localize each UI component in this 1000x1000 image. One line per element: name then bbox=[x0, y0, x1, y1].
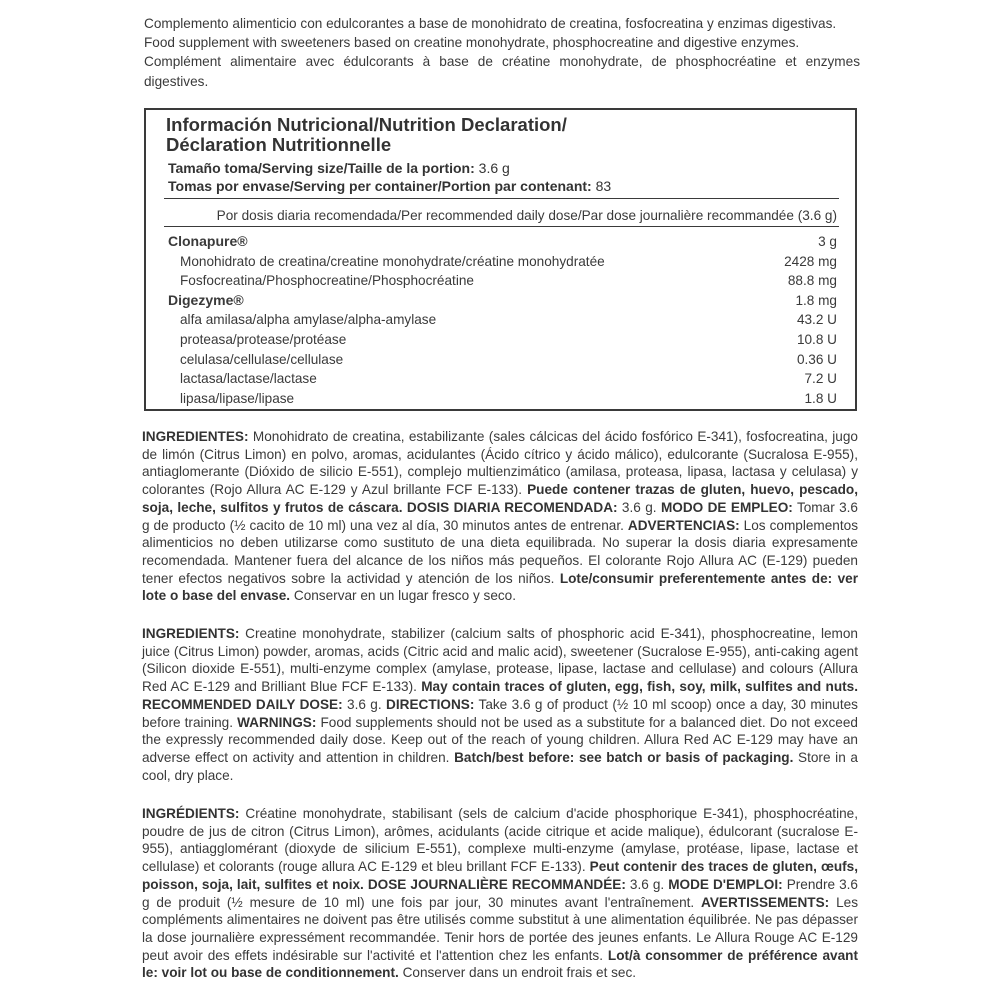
nutrition-title bbox=[166, 115, 766, 154]
batch-info: Batch/best before: see batch or basis of packaging. bbox=[454, 749, 794, 765]
description-es: Complemento alimenticio con edulcorantes a base de monohidrato de creatina, fosfocreatina y enzimas digestivas. bbox=[144, 16, 837, 31]
daily-dose-text: 3.6 g. bbox=[625, 876, 669, 892]
ingredients-text: Créatine monohydrate, stabilisant (sels de calcium d'acide phosphorique E-341), phosphocréatine, poudre de jus de citron (Citrus Limon), arômes, acidulants (acide citrique et acide malique), édulcorant (sucralose E-955), antiagglomérant (dioxyde de silicium E-551), complexe multi-enzyme (amylase, protéase, lipase, lactase et cellulase) et colorants (rouge allura AC E-129 et bleu brillant FCF E-133). bbox=[142, 806, 858, 875]
nutrient-value: 2428 mg bbox=[784, 253, 837, 269]
nutrient-value: 1.8 U bbox=[804, 390, 837, 406]
nutrition-row bbox=[168, 252, 837, 272]
divider bbox=[164, 198, 839, 199]
description-fr: Complément alimentaire avec édulcorants à base de créatine monohydrate, de phosphocréatine et enzymes digestives. bbox=[144, 54, 860, 89]
warnings-text: Los complementos alimenticios no deben utilizarse como sustituto de una dieta equilibrada. No superar la dosis diaria expresamente recomendada. Mantener fuera del alcance de los niños más pequeños. El colorante Rojo Allura AC (E-129) pueden tener efectos negativos sobre la actividad y atención de los niños. bbox=[142, 517, 858, 586]
nutrition-row bbox=[168, 389, 837, 409]
warnings-heading: WARNINGS: bbox=[237, 714, 317, 730]
directions-heading: MODE D'EMPLOI: bbox=[668, 876, 783, 892]
nutrient-label: Fosfocreatina/Phosphocreatine/Phosphocréatine bbox=[180, 273, 474, 289]
nutrition-row bbox=[168, 271, 837, 291]
ingredients-en bbox=[142, 625, 858, 784]
nutrient-value: 88.8 mg bbox=[787, 273, 837, 289]
nutrient-value: 43.2 U bbox=[796, 312, 837, 328]
nutrition-row bbox=[168, 232, 837, 252]
serving-size-value: 3.6 g bbox=[478, 160, 510, 176]
nutrition-row bbox=[168, 350, 837, 370]
batch-info: Lote/consumir preferentemente antes de: ver lote o base del envase. bbox=[142, 570, 858, 604]
nutrient-value: 1.8 mg bbox=[795, 292, 837, 308]
description-en: Food supplement with sweeteners based on creatine monohydrate, phosphocreatine and digestive enzymes. bbox=[144, 35, 800, 51]
warnings-text: Food supplements should not be used as a substitute for a balanced diet. Do not exceed the expressly recommended daily dose. Keep out of the reach of young children. Allura Red AC E-129 may have an adverse effect on activity and attention in children. bbox=[142, 714, 858, 765]
batch-info: Lot/à consommer de préférence avant le: voir lot ou base de conditionnement. bbox=[142, 947, 858, 981]
nutrition-row bbox=[168, 291, 837, 311]
ingredients-heading: INGREDIENTES: bbox=[142, 429, 249, 444]
servings-label: Tomas por envase/Serving per container/Portion par contenant: bbox=[168, 178, 596, 194]
warnings-heading: AVERTISSEMENTS: bbox=[701, 894, 830, 910]
warnings-heading: ADVERTENCIAS: bbox=[627, 517, 740, 533]
daily-dose-text: 3.6 g. bbox=[342, 696, 387, 712]
nutrient-label: Digezyme® bbox=[168, 291, 244, 308]
nutrient-label: proteasa/protease/protéase bbox=[180, 332, 347, 347]
nutrition-row bbox=[168, 369, 837, 389]
ingredients-fr bbox=[142, 805, 858, 982]
nutrient-label: lactasa/lactase/lactase bbox=[180, 371, 317, 387]
servings-per-container bbox=[168, 177, 828, 195]
serving-size bbox=[168, 159, 828, 177]
ingredients-text: Monohidrato de creatina, estabilizante (sales cálcicas del ácido fosfórico E-341), fosfocreatina, jugo de limón (Citrus Limon) en polvo, aromas, acidulantes (Ácido cítrico y ácido málico), edulcorante (Sucralosa E-955), antiaglomerante (Dióxido de silicio E-551), complejo multienzimático (amilasa, proteasa, lipasa, lactasa y celulasa) y colorantes (Rojo Allura AC E-129 y Azul brillante FCF E-133). bbox=[142, 429, 858, 498]
allergen-warning: May contain traces of gluten, egg, fish, soy, milk, sulfites and nuts. RECOMMENDED DAILY DOSE: bbox=[142, 679, 858, 712]
directions-text: Tomar 3.6 g de producto (½ cacito de 10 ml) una vez al día, 30 minutos antes de entrenar. bbox=[142, 499, 858, 533]
nutrient-label: Monohidrato de creatina/creatine monohydrate/créatine monohydratée bbox=[180, 253, 605, 269]
servings-value: 83 bbox=[595, 178, 612, 194]
storage-text: Store in a cool, dry place. bbox=[142, 749, 858, 783]
divider bbox=[164, 226, 839, 227]
allergen-warning: Peut contenir des traces de gluten, œufs, poisson, soja, lait, sulfites et noix. DOSE JOURNALIÈRE RECOMMANDÉE: bbox=[142, 859, 859, 892]
nutrition-row bbox=[168, 330, 837, 350]
allergen-warning: Puede contener trazas de gluten, huevo, pescado, soja, leche, sulfitos y frutos de cáscara. DOSIS DIARIA RECOMENDADA: bbox=[142, 482, 858, 515]
directions-heading: DIRECTIONS: bbox=[386, 696, 475, 712]
nutrition-title-line2: Déclaration Nutritionnelle bbox=[166, 133, 392, 155]
nutrition-row bbox=[168, 310, 837, 330]
storage-text: Conservar en un lugar fresco y seco. bbox=[290, 588, 517, 604]
storage-text: Conserver dans un endroit frais et sec. bbox=[398, 965, 637, 981]
directions-text: Take 3.6 g of product (½ 10 ml scoop) once a day, 30 minutes before training. bbox=[142, 696, 858, 730]
nutrient-value: 10.8 U bbox=[796, 332, 837, 347]
nutrition-table bbox=[144, 108, 857, 411]
nutrient-value: 7.2 U bbox=[804, 371, 837, 387]
warnings-text: Les compléments alimentaires ne doivent pas être utilisés comme substitut à une alimentation équilibrée. Ne pas dépasser la dose journalière expressément recommandée. Tenir hors de portée des jeunes enfants. Le Allura Rouge AC E-129 peut avoir des effets indésirable sur l'activité et l'attention chez les enfants. bbox=[142, 894, 858, 963]
serving-size-label: Tamaño toma/Serving size/Taille de la portion: bbox=[168, 160, 479, 176]
dose-header: Por dosis diaria recomendada/Per recommended daily dose/Par dose journalière recommandée (3.6 g) bbox=[216, 208, 837, 223]
nutrient-value: 0.36 U bbox=[796, 351, 837, 367]
nutrient-label: alfa amilasa/alpha amylase/alpha-amylase bbox=[180, 312, 437, 328]
ingredients-es bbox=[142, 428, 858, 605]
daily-dose-text: 3.6 g. bbox=[617, 499, 661, 515]
nutrition-title-line1: Información Nutricional/Nutrition Declaration/ bbox=[166, 114, 567, 135]
directions-heading: MODO DE EMPLEO: bbox=[660, 499, 793, 515]
product-description bbox=[144, 14, 860, 91]
serving-info bbox=[168, 159, 828, 195]
nutrient-label: celulasa/cellulase/cellulase bbox=[180, 351, 344, 367]
ingredients-text: Creatine monohydrate, stabilizer (calcium salts of phosphoric acid E-341), phosphocreatine, lemon juice (Citrus Limon) powder, aromas, acids (Citric acid and malic acid), sweetener (Sucralose E-955), anti-caking agent (Silicon dioxide E-551), multi-enzyme complex (amylase, protease, lipase, lactase and cellulase) and colours (Allura Red AC E-129 and Brilliant Blue FCF E-133). bbox=[142, 626, 858, 695]
ingredients-heading: INGREDIENTS: bbox=[142, 626, 240, 641]
ingredients-heading: INGRÉDIENTS: bbox=[142, 806, 240, 821]
directions-text: Prendre 3.6 g de produit (½ mesure de 10 ml) une fois par jour, 30 minutes avant l'entraînement. bbox=[142, 876, 858, 910]
nutrient-label: lipasa/lipase/lipase bbox=[180, 390, 295, 406]
nutrient-value: 3 g bbox=[818, 234, 837, 249]
nutrient-label: Clonapure® bbox=[168, 233, 248, 249]
